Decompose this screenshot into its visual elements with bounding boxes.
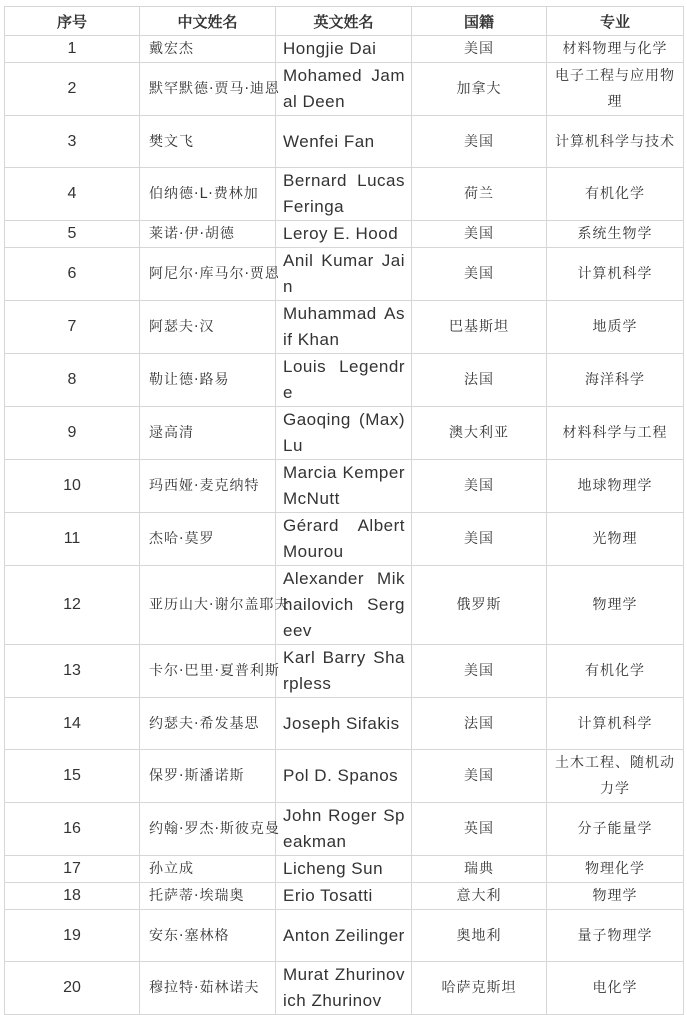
- cell-chinese-name: 伯纳德·L·费林加: [140, 168, 276, 221]
- cell-index: 18: [5, 883, 140, 910]
- cell-index: 20: [5, 962, 140, 1015]
- cell-chinese-name: 卡尔·巴里·夏普利斯: [140, 645, 276, 698]
- cell-index: 8: [5, 354, 140, 407]
- cell-nationality: 瑞典: [412, 856, 547, 883]
- cell-chinese-name: 玛西娅·麦克纳特: [140, 460, 276, 513]
- cell-index: 10: [5, 460, 140, 513]
- cell-index: 4: [5, 168, 140, 221]
- cell-index: 17: [5, 856, 140, 883]
- cell-chinese-name: 戴宏杰: [140, 36, 276, 63]
- cell-nationality: 巴基斯坦: [412, 301, 547, 354]
- cell-nationality: 美国: [412, 513, 547, 566]
- scholars-table: [4, 6, 684, 1015]
- cell-index: 9: [5, 407, 140, 460]
- cell-nationality: 美国: [412, 221, 547, 248]
- cell-english-name: Karl Barry Sharpless: [276, 645, 412, 698]
- cell-english-name: Mohamed Jamal Deen: [276, 63, 412, 116]
- header-english-name: 英文姓名: [276, 7, 412, 36]
- cell-english-name: Gaoqing (Max) Lu: [276, 407, 412, 460]
- cell-chinese-name: 阿瑟夫·汉: [140, 301, 276, 354]
- cell-nationality: 法国: [412, 698, 547, 750]
- cell-index: 2: [5, 63, 140, 116]
- cell-chinese-name: 逯高清: [140, 407, 276, 460]
- cell-major: 计算机科学: [547, 248, 684, 301]
- table-row: [5, 221, 684, 248]
- cell-chinese-name: 杰哈·莫罗: [140, 513, 276, 566]
- cell-chinese-name: 约瑟夫·希发基思: [140, 698, 276, 750]
- cell-chinese-name: 莱诺·伊·胡德: [140, 221, 276, 248]
- cell-english-name: Hongjie Dai: [276, 36, 412, 63]
- cell-english-name: Pol D. Spanos: [276, 750, 412, 803]
- table-row: [5, 407, 684, 460]
- cell-nationality: 俄罗斯: [412, 566, 547, 645]
- cell-english-name: Anton Zeilinger: [276, 910, 412, 962]
- cell-index: 15: [5, 750, 140, 803]
- table-row: [5, 645, 684, 698]
- table-row: [5, 750, 684, 803]
- cell-major: 材料物理与化学: [547, 36, 684, 63]
- cell-chinese-name: 安东·塞林格: [140, 910, 276, 962]
- cell-chinese-name: 孙立成: [140, 856, 276, 883]
- cell-major: 光物理: [547, 513, 684, 566]
- cell-index: 16: [5, 803, 140, 856]
- cell-index: 3: [5, 116, 140, 168]
- table-row: [5, 513, 684, 566]
- cell-major: 计算机科学与技术: [547, 116, 684, 168]
- table-row: [5, 63, 684, 116]
- cell-index: 7: [5, 301, 140, 354]
- cell-nationality: 荷兰: [412, 168, 547, 221]
- cell-major: 电化学: [547, 962, 684, 1015]
- table-body: [5, 36, 684, 1015]
- table-row: [5, 803, 684, 856]
- cell-major: 海洋科学: [547, 354, 684, 407]
- cell-chinese-name: 勒让德·路易: [140, 354, 276, 407]
- cell-chinese-name: 默罕默德·贾马·迪恩: [140, 63, 276, 116]
- cell-nationality: 美国: [412, 460, 547, 513]
- cell-english-name: Leroy E. Hood: [276, 221, 412, 248]
- header-index: 序号: [5, 7, 140, 36]
- cell-english-name: Anil Kumar Jain: [276, 248, 412, 301]
- cell-major: 有机化学: [547, 645, 684, 698]
- cell-english-name: John Roger Speakman: [276, 803, 412, 856]
- cell-index: 1: [5, 36, 140, 63]
- cell-nationality: 美国: [412, 750, 547, 803]
- table-row: [5, 168, 684, 221]
- cell-chinese-name: 穆拉特·茹林诺夫: [140, 962, 276, 1015]
- cell-major: 量子物理学: [547, 910, 684, 962]
- table-row: [5, 910, 684, 962]
- table-row: [5, 962, 684, 1015]
- table-row: [5, 354, 684, 407]
- cell-nationality: 哈萨克斯坦: [412, 962, 547, 1015]
- cell-major: 材料科学与工程: [547, 407, 684, 460]
- table-row: [5, 248, 684, 301]
- header-chinese-name: 中文姓名: [140, 7, 276, 36]
- cell-nationality: 加拿大: [412, 63, 547, 116]
- header-nationality: 国籍: [412, 7, 547, 36]
- cell-major: 地球物理学: [547, 460, 684, 513]
- cell-nationality: 奥地利: [412, 910, 547, 962]
- table-row: [5, 460, 684, 513]
- cell-nationality: 法国: [412, 354, 547, 407]
- cell-nationality: 英国: [412, 803, 547, 856]
- cell-major: 系统生物学: [547, 221, 684, 248]
- cell-chinese-name: 保罗·斯潘诺斯: [140, 750, 276, 803]
- cell-index: 13: [5, 645, 140, 698]
- cell-major: 有机化学: [547, 168, 684, 221]
- cell-index: 12: [5, 566, 140, 645]
- cell-major: 物理学: [547, 566, 684, 645]
- cell-nationality: 美国: [412, 248, 547, 301]
- cell-chinese-name: 托萨蒂·埃瑞奥: [140, 883, 276, 910]
- cell-english-name: Marcia Kemper McNutt: [276, 460, 412, 513]
- cell-major: 地质学: [547, 301, 684, 354]
- table-row: [5, 566, 684, 645]
- cell-chinese-name: 约翰·罗杰·斯彼克曼: [140, 803, 276, 856]
- cell-english-name: Bernard Lucas Feringa: [276, 168, 412, 221]
- cell-major: 计算机科学: [547, 698, 684, 750]
- cell-nationality: 美国: [412, 36, 547, 63]
- cell-major: 电子工程与应用物理: [547, 63, 684, 116]
- table-header: [5, 7, 684, 36]
- cell-english-name: Gérard Albert Mourou: [276, 513, 412, 566]
- cell-chinese-name: 樊文飞: [140, 116, 276, 168]
- table-row: [5, 301, 684, 354]
- cell-nationality: 意大利: [412, 883, 547, 910]
- cell-english-name: Muhammad Asif Khan: [276, 301, 412, 354]
- cell-index: 19: [5, 910, 140, 962]
- cell-nationality: 美国: [412, 116, 547, 168]
- table-row: [5, 856, 684, 883]
- header-row: [5, 7, 684, 36]
- cell-index: 11: [5, 513, 140, 566]
- table-row: [5, 698, 684, 750]
- table-row: [5, 116, 684, 168]
- cell-chinese-name: 亚历山大·谢尔盖耶夫: [140, 566, 276, 645]
- cell-major: 土木工程、随机动力学: [547, 750, 684, 803]
- cell-english-name: Licheng Sun: [276, 856, 412, 883]
- cell-index: 5: [5, 221, 140, 248]
- table-row: [5, 883, 684, 910]
- cell-chinese-name: 阿尼尔·库马尔·贾恩: [140, 248, 276, 301]
- cell-nationality: 澳大利亚: [412, 407, 547, 460]
- cell-major: 物理化学: [547, 856, 684, 883]
- cell-nationality: 美国: [412, 645, 547, 698]
- cell-major: 物理学: [547, 883, 684, 910]
- cell-index: 6: [5, 248, 140, 301]
- cell-english-name: Louis Legendre: [276, 354, 412, 407]
- table-row: [5, 36, 684, 63]
- cell-english-name: Murat Zhurinovich Zhurinov: [276, 962, 412, 1015]
- cell-english-name: Erio Tosatti: [276, 883, 412, 910]
- cell-index: 14: [5, 698, 140, 750]
- cell-english-name: Wenfei Fan: [276, 116, 412, 168]
- cell-english-name: Joseph Sifakis: [276, 698, 412, 750]
- header-major: 专业: [547, 7, 684, 36]
- cell-english-name: Alexander Mikhailovich Sergeev: [276, 566, 412, 645]
- cell-major: 分子能量学: [547, 803, 684, 856]
